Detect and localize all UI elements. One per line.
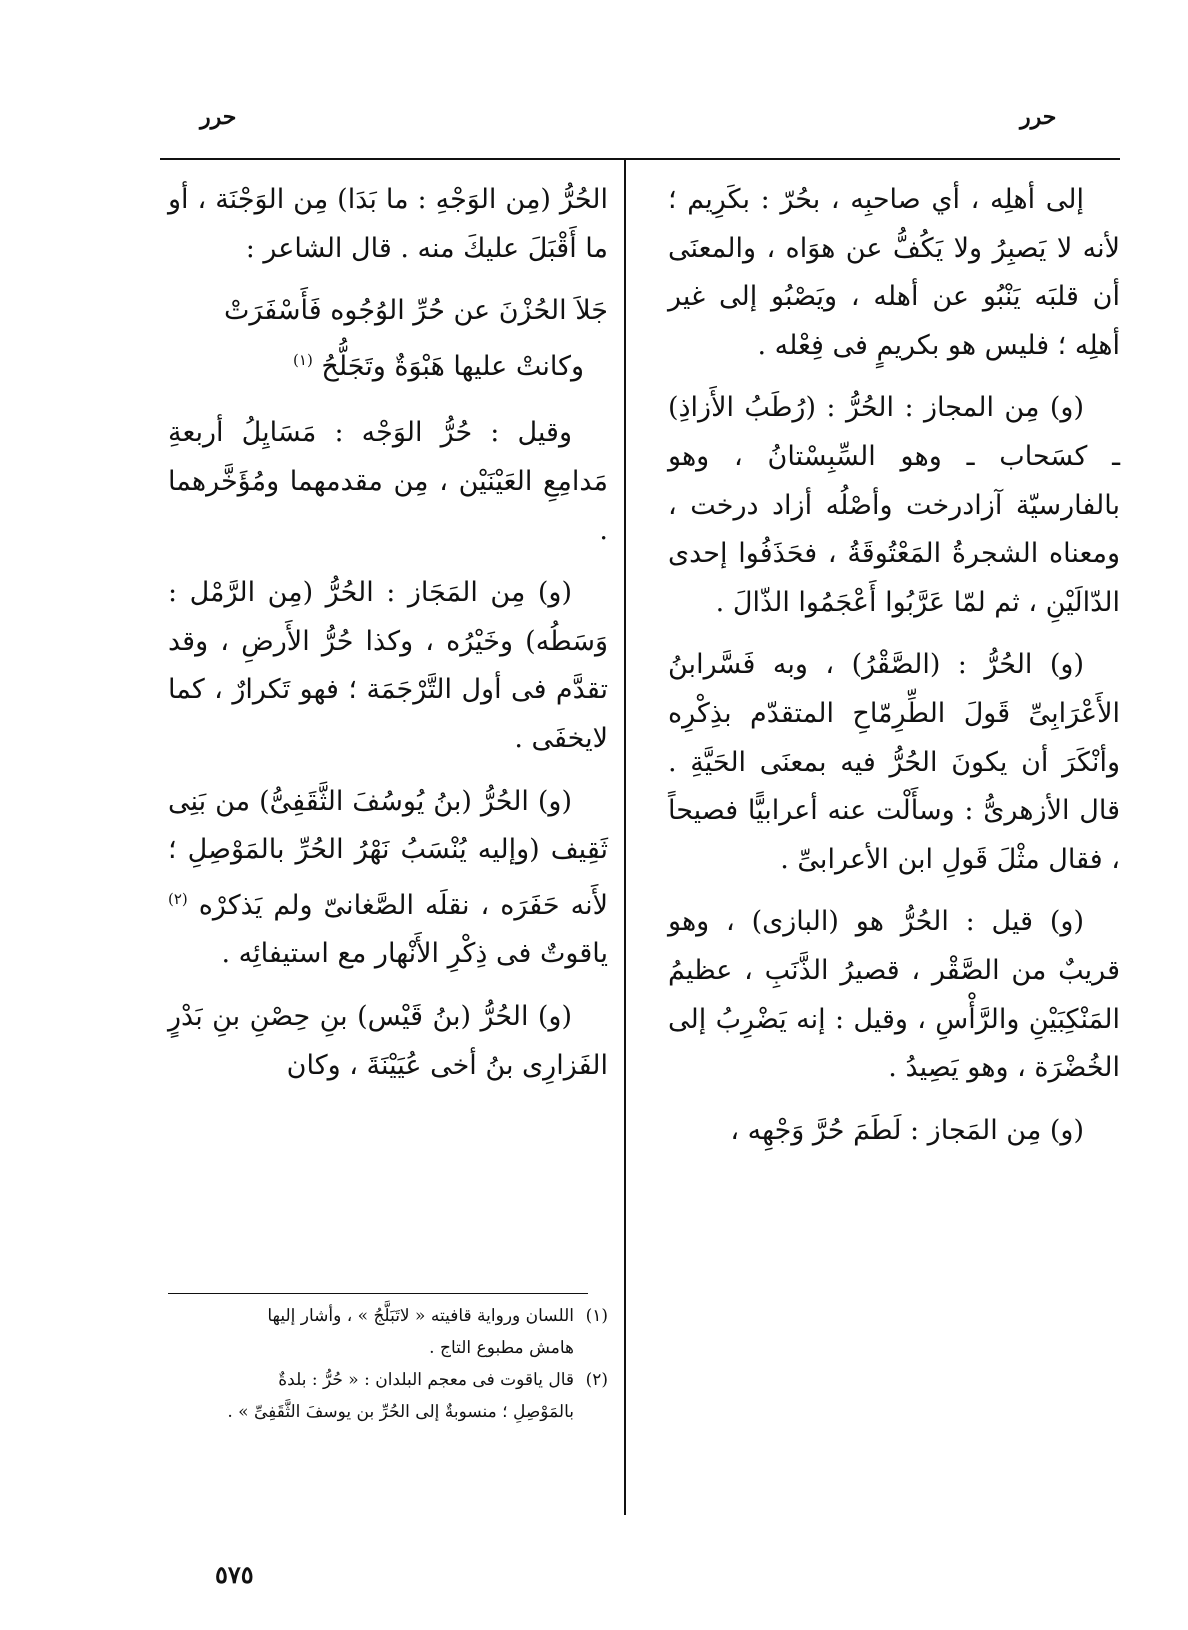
footnote-marker-2: (٢) bbox=[168, 889, 188, 908]
left-paragraph-2: (و) مِن المَجَاز : الحُرُّ (مِن الرَّمْل : وَسَطُه) وخَيْرُه ، وكذا حُرُّ الأَرضِ ، وقد تقدَّم فى أول التَّرْجَمَة ؛ فهو تَكرارٌ ، كما لايخفَى . bbox=[168, 577, 608, 754]
footnote-1-first-line: اللسان ورواية قافيته « لاتَبَلَّجُ » ، وأشار إليها bbox=[267, 1306, 574, 1326]
left-paragraph-3-tail: ياقوتٌ فى ذِكْرِ الأَنْهار مع استيفائِه . bbox=[221, 938, 608, 970]
right-paragraph-3: (و) الحُرُّ : (الصَّقْرُ) ، وبه فَسَّرابنُ الأَعْرَابِىِّ قَولَ الطِّرِمّاحِ المتقدّم بذِكْرِه وأنْكَرَ أن يكونَ الحُرُّ فيه بمعنَى الحَيَّةِ . قال الأزهرىُّ : وسأَلْت عنه أعرابيًّا فصيحاً ، فقال مثْلَ قَولِ ابن الأعرابىِّ . bbox=[668, 649, 1120, 875]
verse-line-1: جَلاَ الحُزْنَ عن حُرِّ الوُجُوه فَأَسْفَرَتْ bbox=[223, 295, 608, 327]
footnote-1 bbox=[168, 1300, 608, 1364]
footnote-2-continuation: بالمَوْصِلِ ؛ منسوبةٌ إلى الحُرِّ بن يوسفَ الثَّقَفِىِّ » . bbox=[227, 1402, 574, 1422]
right-paragraph-2: (و) مِن المجاز : الحُرُّ : (رُطَبُ الأَزاذِ) ـ كسَحاب ـ وهو السِّبِسْتانُ ، وهو بالفارسيّة آزادرخت وأصْلُه أزاد درخت ، ومعناه الشجرةُ المَعْتُوقَةُ ، فحَذَفُوا إحدى الدّالَيْنِ ، ثم لمّا عَرَّبُوا أَعْجَمُوا الذّالَ . bbox=[668, 392, 1120, 618]
header-rule bbox=[160, 158, 1120, 160]
right-paragraph-4: (و) قيل : الحُرُّ هو (البازى) ، وهو قريبٌ من الصَّقْر ، قصيرُ الذَّنَبِ ، عظيمُ المَنْكِبَيْنِ والرَّأْسِ ، وقيل : إنه يَضْرِبُ إلى الخُضْرَة ، وهو يَصِيدُ . bbox=[668, 906, 1120, 1084]
left-column bbox=[168, 176, 608, 1104]
column-divider bbox=[624, 160, 626, 1515]
left-paragraph-3-main: (و) الحُرُّ (بنُ يُوسُفَ الثَّقَفِىُّ) من بَنِى ثَقِيف (وإليه يُنْسَبُ نَهْرُ الحُرِّ بالمَوْصِلِ ؛ لأَنه حَفَرَه ، نقلَه الصَّغانىّ ولم يَذكرْه bbox=[168, 785, 608, 921]
left-paragraph-1: وقيل : حُرُّ الوَجْه : مَسَايِلُ أربعةِ مَدامِعِ العَيْنَيْن ، مِن مقدمهما ومُؤَخَّرهما . bbox=[168, 417, 608, 546]
footnote-2-first-line: قال ياقوت فى معجم البلدان : « حُرُّ : بلدةٌ bbox=[278, 1370, 574, 1390]
running-header-left: حرر bbox=[200, 104, 237, 130]
footnote-2-number: (٢) bbox=[585, 1370, 608, 1390]
right-paragraph-5: (و) مِن المَجاز : لَطَمَ حُرَّ وَجْهِه ، bbox=[730, 1114, 1084, 1146]
left-paragraph-4: (و) الحُرُّ (بنُ قَيْس) بنِ حِصْنِ بنِ بَدْرٍ الفَزارِى بنُ أخى عُيَيْنَةَ ، وكان bbox=[168, 1000, 608, 1081]
left-intro-paragraph: الحُرُّ (مِن الوَجْهِ : ما بَدَا) مِن الوَجْنَة ، أو ما أَقْبَلَ عليكَ منه . قال الشاعر : bbox=[168, 184, 608, 264]
footnote-1-continuation: هامش مطبوع التاج . bbox=[429, 1338, 574, 1358]
left-paragraph-3 bbox=[168, 778, 608, 979]
verse-line-2-text: وكانتْ عليها هَبْوَةٌ وتَجَلُّحُ bbox=[321, 350, 584, 382]
right-column bbox=[668, 176, 1120, 1169]
footnote-1-number: (١) bbox=[585, 1306, 608, 1326]
verse-line-2 bbox=[168, 336, 608, 392]
footnote-2 bbox=[168, 1364, 608, 1428]
footnote-rule bbox=[168, 1293, 588, 1294]
page-number: ٥٧٥ bbox=[215, 1560, 254, 1589]
footnotes bbox=[168, 1300, 608, 1428]
right-paragraph-1: إلى أهلِه ، أي صاحبِه ، بحُرّ : بكَرِيم ؛ لأنه لا يَصبِرُ ولا يَكُفُّ عن هوَاه ، والمعنَى أن قلبَه يَنْبُو عن أهله ، ويَصْبُو إلى غير أهلِه ؛ فليس هو بكريمٍ فى فِعْله . bbox=[668, 184, 1120, 361]
running-header-right: حرر bbox=[1020, 104, 1057, 130]
footnote-marker-1: (١) bbox=[293, 350, 313, 369]
poetry-verse bbox=[168, 287, 608, 391]
